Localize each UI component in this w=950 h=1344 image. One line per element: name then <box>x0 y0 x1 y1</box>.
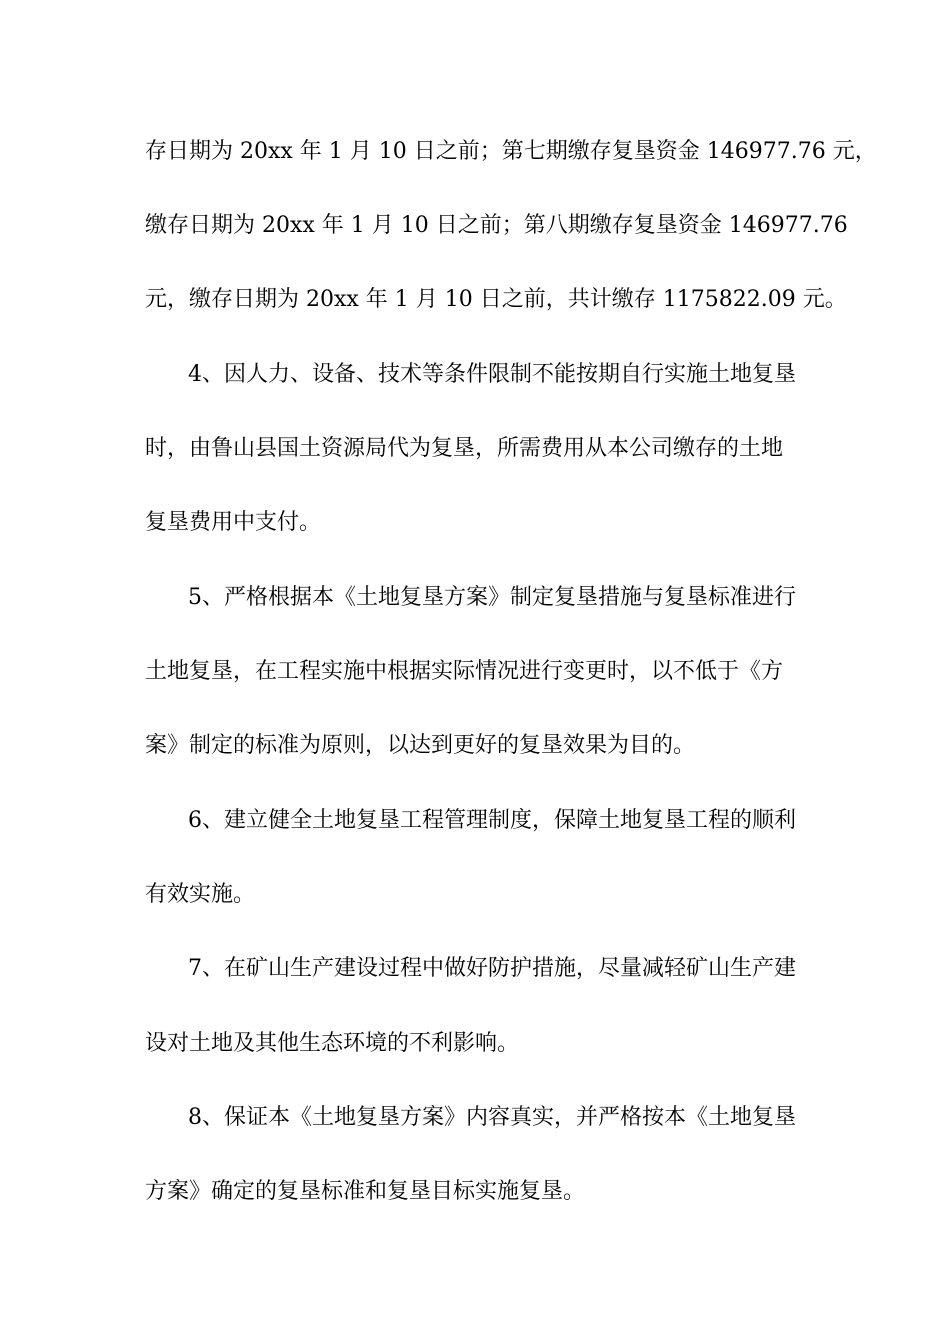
text-line: 有效实施。 <box>145 882 256 907</box>
text-line: 复垦费用中支付。 <box>145 510 322 535</box>
text-line: 设对土地及其他生态环境的不利影响。 <box>145 1031 520 1056</box>
paragraph-6-line: 6、建立健全土地复垦工程管理制度，保障土地复垦工程的顺利 <box>188 808 796 833</box>
paragraph-5-line: 5、严格根据本《土地复垦方案》制定复垦措施与复垦标准进行 <box>188 585 796 610</box>
text-line: 案》制定的标准为原则，以达到更好的复垦效果为目的。 <box>145 733 696 758</box>
text-line: 方案》确定的复垦标准和复垦目标实施复垦。 <box>145 1179 586 1204</box>
paragraph-8-line: 8、保证本《土地复垦方案》内容真实，并严格按本《土地复垦 <box>188 1105 796 1130</box>
text-line: 时，由鲁山县国土资源局代为复垦，所需费用从本公司缴存的土地 <box>145 436 784 461</box>
paragraph-7-line: 7、在矿山生产建设过程中做好防护措施，尽量减轻矿山生产建 <box>188 956 796 981</box>
paragraph-4-line: 4、因人力、设备、技术等条件限制不能按期自行实施土地复垦 <box>188 362 796 387</box>
text-line: 土地复垦，在工程实施中根据实际情况进行变更时，以不低于《方 <box>145 659 784 684</box>
text-line: 缴存日期为 20xx 年 1 月 10 日之前；第八期缴存复垦资金 146977.76 <box>145 213 848 238</box>
text-line: 元，缴存日期为 20xx 年 1 月 10 日之前，共计缴存 1175822.09 元。 <box>145 287 847 312</box>
text-line: 存日期为 20xx 年 1 月 10 日之前；第七期缴存复垦资金 146977.76 元， <box>145 139 877 164</box>
